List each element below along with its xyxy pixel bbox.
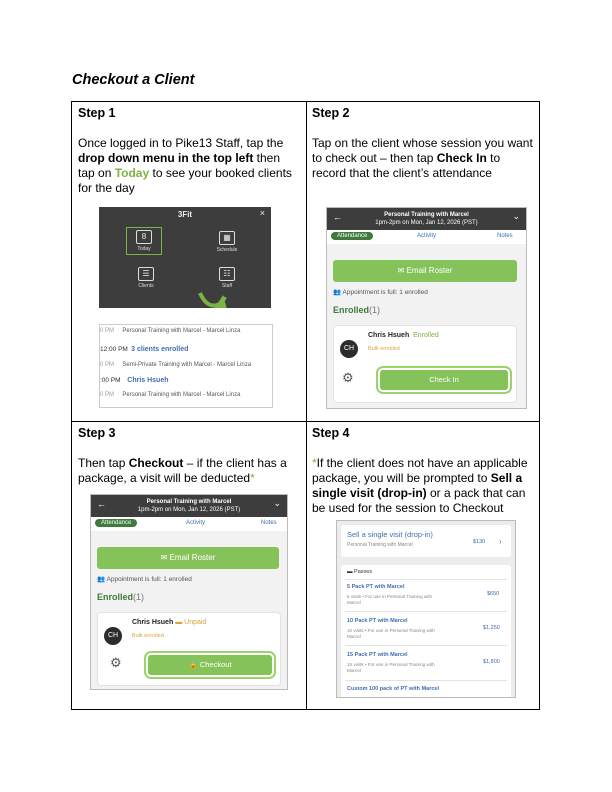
menu-item-selected-frame: [126, 227, 162, 255]
passes-label: Passes: [354, 569, 373, 575]
curved-arrow-icon: [197, 287, 231, 308]
step-3-cell: [78, 426, 300, 486]
enrolled-heading: [333, 305, 380, 315]
single-visit-price: $130: [473, 539, 486, 545]
tab-attendance[interactable]: Attendance: [95, 519, 137, 527]
session-tabs: [91, 517, 287, 531]
list-time: 0 PM: [100, 362, 115, 368]
divider: [345, 645, 507, 646]
list-time: 12:00 PM: [100, 346, 128, 353]
step-4-description: [312, 456, 537, 516]
session-datetime: 1pm-2pm on Mon, Jan 12, 2026 (PST): [375, 220, 478, 226]
chevron-right-icon: ›: [499, 537, 502, 546]
email-roster-button[interactable]: [97, 547, 279, 569]
checkout-screenshot: [90, 494, 288, 690]
pass-price: $650: [487, 591, 500, 597]
people-icon: 👥: [333, 289, 342, 296]
step-2-cell: [312, 106, 537, 181]
step-1-text: to see your booked clients for the day: [78, 166, 292, 195]
lock-icon: 🔒: [188, 660, 198, 669]
step-1-today-highlight: Today: [114, 166, 150, 180]
client-name: [132, 619, 206, 626]
pass-price: $1,800: [483, 659, 500, 665]
client-card[interactable]: [97, 612, 281, 686]
email-roster-label: Email Roster: [169, 553, 216, 562]
footnote-asterisk: *: [312, 456, 317, 470]
list-item[interactable]: [100, 328, 240, 334]
pass-desc: Marcel: [347, 668, 361, 673]
session-tabs: [327, 230, 526, 244]
pass-name[interactable]: 5 Pack PT with Marcel: [347, 584, 405, 590]
step-1-label: Step 1: [78, 106, 116, 120]
list-text: Personal Training with Marcel - Marcel Linza: [122, 328, 241, 334]
tab-activity[interactable]: Activity: [186, 520, 206, 526]
checkout-button[interactable]: [148, 655, 272, 675]
step-2-description: [312, 136, 537, 181]
chevron-down-icon[interactable]: ⌄: [273, 498, 281, 508]
step-1-text: Once logged in to Pike13 Staff, tap the: [78, 136, 284, 150]
step-2-bold: Check In: [436, 151, 487, 165]
enrolled-count: (1): [369, 305, 381, 315]
chevron-down-icon[interactable]: ⌄: [512, 211, 520, 221]
mail-icon: ✉: [397, 266, 405, 275]
list-item[interactable]: [100, 362, 251, 368]
menu-item-staff[interactable]: [209, 267, 245, 289]
client-name-text: Chris Hsueh: [368, 332, 410, 339]
list-time: 0 PM: [100, 328, 115, 334]
check-in-screenshot: [326, 207, 527, 409]
step-3-label: Step 3: [78, 426, 116, 440]
list-time: :00 PM: [100, 377, 121, 384]
single-visit-subtitle: Personal Training with Marcel: [347, 542, 413, 548]
appointment-full-text: [97, 575, 192, 583]
list-link: 3 clients enrolled: [131, 346, 189, 353]
enrolled-label: Enrolled: [97, 592, 134, 602]
enrolled-heading: [97, 592, 144, 602]
pass-desc: 10 visits • For use in Personal Training with: [347, 628, 435, 633]
step-2-text: to record that the client’s attendance: [312, 151, 501, 180]
step-4-cell: [312, 426, 537, 516]
client-card[interactable]: [333, 325, 517, 403]
staff-icon: ☷: [219, 267, 235, 281]
session-datetime: 1pm-2pm on Mon, Jan 12, 2026 (PST): [137, 507, 241, 513]
menu-item-label: Staff: [221, 283, 233, 289]
calendar-grid-icon: ▦: [219, 231, 235, 245]
step-3-text: – if the client has a package, a visit will be deducted: [78, 456, 287, 485]
step-1-description: [78, 136, 300, 196]
list-text: Semi-Private Training with Marcel - Marcel Linza: [122, 362, 252, 368]
table-divider-horizontal: [72, 421, 539, 422]
back-arrow-icon[interactable]: ←: [333, 212, 342, 222]
single-visit-option[interactable]: [341, 525, 511, 557]
client-name: [368, 332, 439, 339]
pass-name[interactable]: 15 Pack PT with Marcel: [347, 652, 408, 658]
pass-desc: 15 visits • For use in Personal Training with: [347, 662, 435, 667]
appointment-full-text: [333, 288, 428, 296]
single-visit-title: Sell a single visit (drop-in): [347, 530, 433, 539]
session-header: [327, 208, 526, 230]
enrolled-count: (1): [133, 592, 145, 602]
avatar: CH: [104, 627, 122, 645]
email-roster-label: Email Roster: [406, 266, 453, 275]
close-icon[interactable]: ×: [259, 208, 265, 218]
schedule-list-screenshot: [99, 324, 273, 408]
list-link: Chris Hsueh: [127, 377, 169, 384]
pass-name[interactable]: 10 Pack PT with Marcel: [347, 618, 408, 624]
divider: [345, 680, 507, 681]
calendar-today-icon: 8: [136, 230, 152, 244]
checkout-label: Checkout: [199, 660, 232, 669]
step-4-label: Step 4: [312, 426, 350, 440]
menu-item-schedule[interactable]: [209, 231, 245, 253]
step-1-text: then tap on: [78, 151, 281, 180]
status-badge: Unpaid: [184, 619, 207, 626]
tab-activity[interactable]: Activity: [417, 233, 437, 239]
list-item[interactable]: [100, 377, 169, 384]
package-text: Bulk enrolled: [132, 633, 164, 639]
steps-table: [71, 101, 540, 710]
pass-desc: Marcel: [347, 600, 361, 605]
passes-panel: [341, 565, 511, 698]
tab-attendance[interactable]: Attendance: [331, 232, 373, 240]
tab-notes[interactable]: Notes: [497, 233, 513, 239]
menu-item-label: Today: [137, 246, 151, 252]
step-1-bold: drop down menu in the top left: [78, 151, 254, 165]
list-item[interactable]: [100, 346, 188, 353]
divider: [345, 579, 507, 580]
list-time: 0 PM: [100, 392, 115, 398]
clients-icon: ☰: [138, 267, 154, 281]
step-4-text: or a pack that can be used for the session to Checkout: [312, 486, 526, 515]
step-3-text: Then tap: [78, 456, 129, 470]
menu-item-label: Schedule: [216, 247, 238, 253]
menu-screenshot: [99, 207, 271, 308]
session-title: Personal Training with Marcel: [146, 499, 232, 505]
session-header: [91, 495, 287, 517]
step-4-text: If the client does not have an applicable package, you will be prompted to: [312, 456, 528, 485]
step-4-bold: Sell a single visit (drop-in): [312, 471, 523, 500]
tab-notes[interactable]: Notes: [261, 520, 277, 526]
step-3-bold: Checkout: [128, 456, 184, 470]
list-item[interactable]: [100, 392, 240, 398]
gear-icon[interactable]: ⚙: [110, 655, 122, 670]
page-title: Checkout a Client: [72, 72, 195, 88]
pass-icon: ▬: [347, 569, 353, 575]
wallet-icon: ▬: [175, 619, 183, 626]
list-text: Personal Training with Marcel - Marcel Linza: [122, 392, 241, 398]
check-in-button[interactable]: Check In: [380, 370, 508, 390]
pass-desc: Marcel: [347, 634, 361, 639]
people-icon: 👥: [97, 576, 106, 583]
client-name-text: Chris Hsueh: [132, 619, 174, 626]
package-text: Bulk enrolled: [368, 346, 400, 352]
menu-item-label: Clients: [138, 283, 154, 289]
enrolled-label: Enrolled: [333, 305, 370, 315]
session-title: Personal Training with Marcel: [384, 212, 469, 218]
full-text-label: Appointment is full: 1 enrolled: [342, 289, 428, 296]
sell-options-screenshot: [336, 520, 516, 698]
footnote-asterisk: *: [250, 471, 255, 485]
step-1-cell: [78, 106, 300, 196]
gear-icon[interactable]: ⚙: [342, 370, 354, 385]
menu-item-today[interactable]: [126, 227, 162, 255]
table-divider-vertical: [306, 102, 307, 709]
back-arrow-icon[interactable]: ←: [97, 499, 106, 509]
divider: [345, 611, 507, 612]
status-badge: Enrolled: [413, 332, 439, 339]
step-2-label: Step 2: [312, 106, 350, 120]
step-3-description: [78, 456, 300, 486]
pass-name[interactable]: Custom 100 pack of PT with Marcel: [347, 686, 439, 692]
full-text-label: Appointment is full: 1 enrolled: [106, 576, 192, 583]
pass-desc: 5 visits • For use in Personal Training with: [347, 594, 433, 599]
passes-heading: [347, 569, 372, 575]
mail-icon: ✉: [160, 553, 168, 562]
pass-price: $1,250: [483, 625, 500, 631]
menu-item-clients[interactable]: [128, 267, 164, 289]
step-2-text: Tap on the client whose session you want to check out – then tap: [312, 136, 533, 165]
menu-title: 3Fit: [177, 210, 193, 219]
avatar: CH: [340, 340, 358, 358]
email-roster-button[interactable]: [333, 260, 517, 282]
